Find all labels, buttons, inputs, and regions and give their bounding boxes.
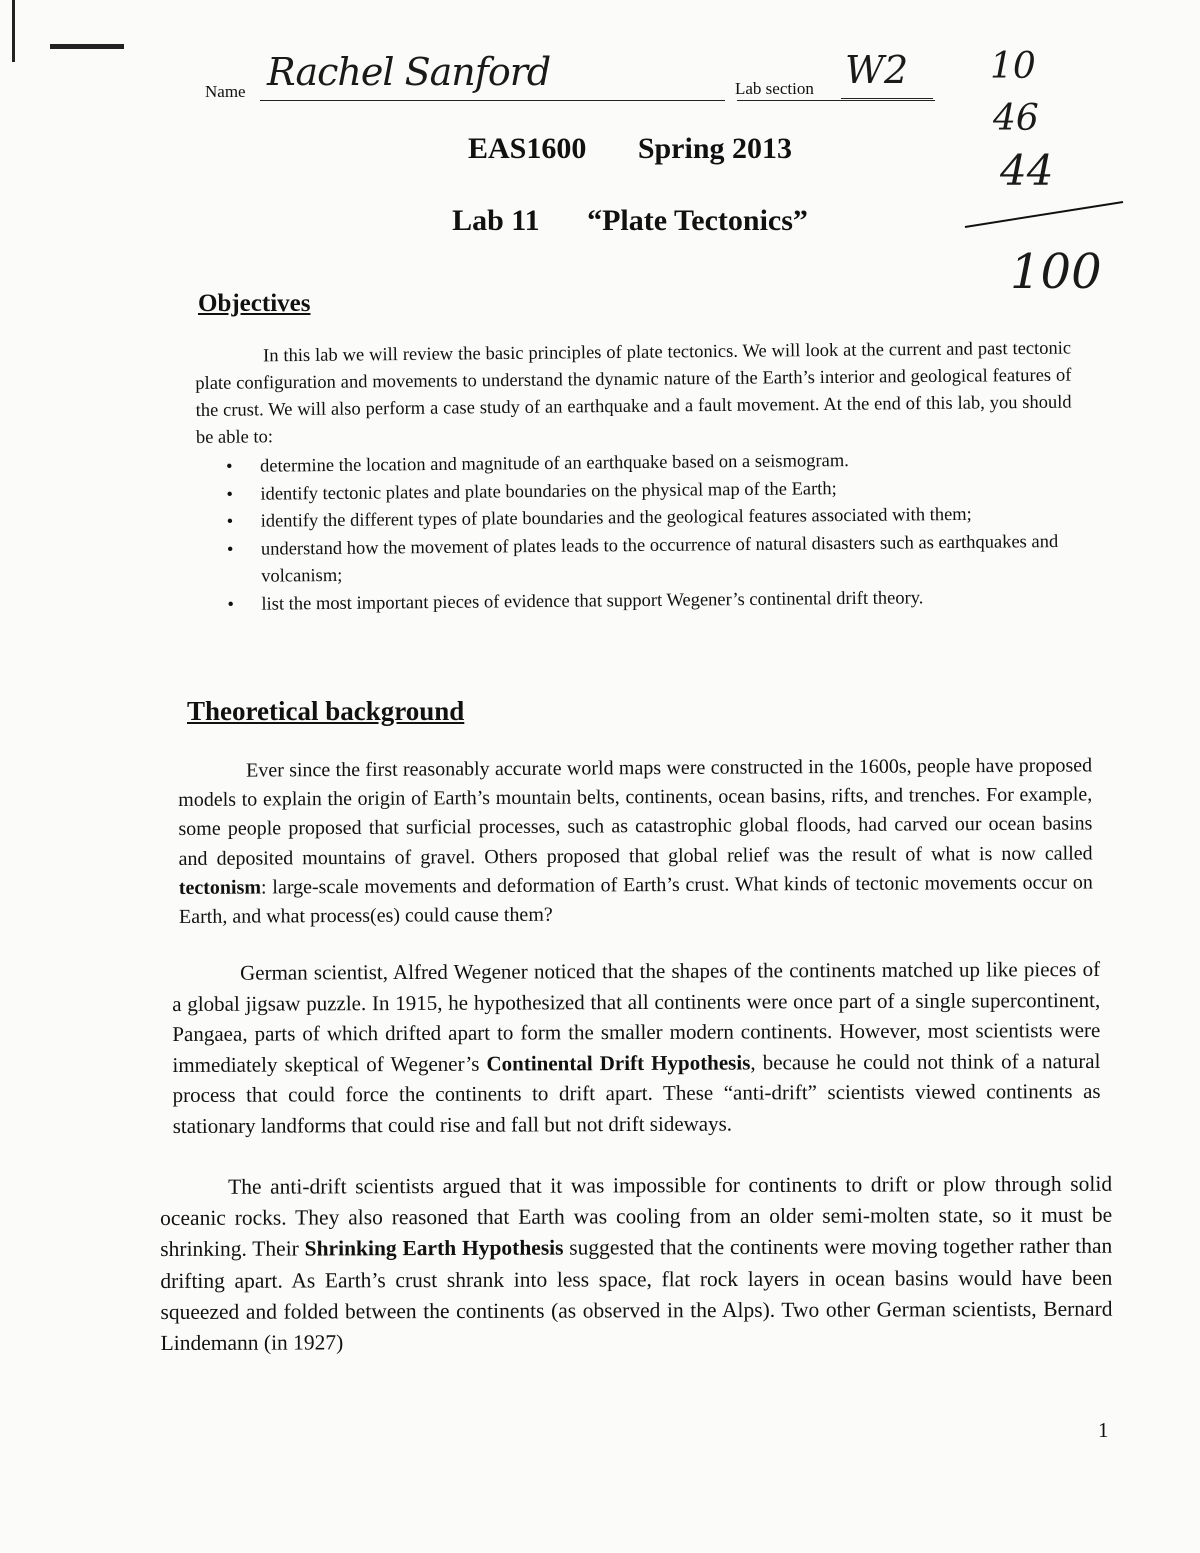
objective-item: • list the most important pieces of evidence that support Wegener’s continental drift theory. [227,583,1067,619]
course-code: EAS1600 [467,132,587,165]
scan-edge-mark [12,0,15,62]
objective-item: • identify tectonic plates and plate boundaries on the physical map of the Earth; [226,473,1066,509]
objectives-list [226,446,1068,619]
objectives-heading: Objectives [198,290,311,317]
student-name-handwritten: Rachel Sanford [267,50,551,94]
lab-section-handwritten: W2 [845,48,909,92]
name-underline [260,100,935,101]
student-info-row [205,48,930,102]
key-term-tectonism: tectonism [178,876,262,899]
paragraph-text: , because he could not think of a natural process that could force the continents to drift apart. These “anti-drift” scientists viewed continents as stationary landforms that could rise and fall but not drift sideways. [172,1048,1101,1138]
lab-heading [0,204,1200,238]
score-part-1: 10 [990,46,1036,87]
key-term-shrinking-earth: Shrinking Earth Hypothesis [304,1235,564,1261]
score-part-3: 44 [1000,146,1054,195]
page-number: 1 [1098,1418,1109,1442]
lab-section-label: Lab section [735,79,814,98]
background-paragraph-3 [160,1169,1113,1360]
course-term: Spring 2013 [637,132,793,165]
background-paragraph-2 [172,954,1101,1141]
objective-item: • understand how the movement of plates leads to the occurrence of natural disasters such as earthquakes and volcanism; [227,528,1067,591]
scan-dash-mark [50,44,124,49]
lab-title: “Plate Tectonics” [587,204,808,237]
score-total: 100 [1010,244,1102,300]
score-part-2: 46 [993,98,1039,139]
background-heading: Theoretical background [187,696,465,726]
paragraph-text: The anti-drift scientists argued that it was impossible for continents to drift or plow through solid oceanic rocks. They also reasoned that Earth was cooling from an older semi-molten state, so it must be shrinking. Their [160,1171,1113,1262]
objective-item: • identify the different types of plate boundaries and the geological features associated with them; [227,501,1067,537]
paragraph-text: suggested that the continents were moving together rather than drifting apart. As Earth’s crust shrank into less space, flat rock layers in ocean basins would have been squeezed and folded between the continents (as observed in the Alps). Two other German scientists, Bernard Lindemann (in 1927) [160,1234,1113,1356]
paragraph-text: Ever since the first reasonably accurate world maps were constructed in the 1600s, people have proposed models to explain the origin of Earth’s mountain belts, continents, ocean basins, rifts, and trenches. For example, some people proposed that surficial processes, such as catastrophic global floods, had carved our ocean basins and deposited mountains of gravel. Others proposed that global relief was the result of what is now called [178,754,1093,870]
course-heading [0,132,1200,166]
key-term-continental-drift: Continental Drift Hypothesis [486,1049,751,1076]
lab-number: Lab 11 [452,204,540,237]
objectives-intro: In this lab we will review the basic principles of plate tectonics. We will look at the current and past tectonic plate configuration and movements to understand the dynamic nature of the Earth’s interior and geological features of the crust. We will also perform a case study of an earthquake and a fault movement. At the end of this lab, you should be able to: [195,338,1072,448]
background-paragraph-1 [178,751,1093,932]
name-label: Name [205,82,246,101]
lab-section-underline [841,98,933,99]
paragraph-text: German scientist, Alfred Wegener noticed that the shapes of the continents matched up like pieces of a global jigsaw puzzle. In 1915, he hypothesized that all continents were once part of a single supercontinent, Pangaea, parts of which drifted apart to form the smaller modern continents. However, most scientists were immediately skeptical of Wegener’s [172,956,1101,1077]
paragraph-text: : large-scale movements and deformation of Earth’s crust. What kinds of tectonic movements occur on Earth, and what process(es) could cause them? [178,871,1093,929]
objective-item: • determine the location and magnitude of an earthquake based on a seismogram. [226,446,1066,482]
